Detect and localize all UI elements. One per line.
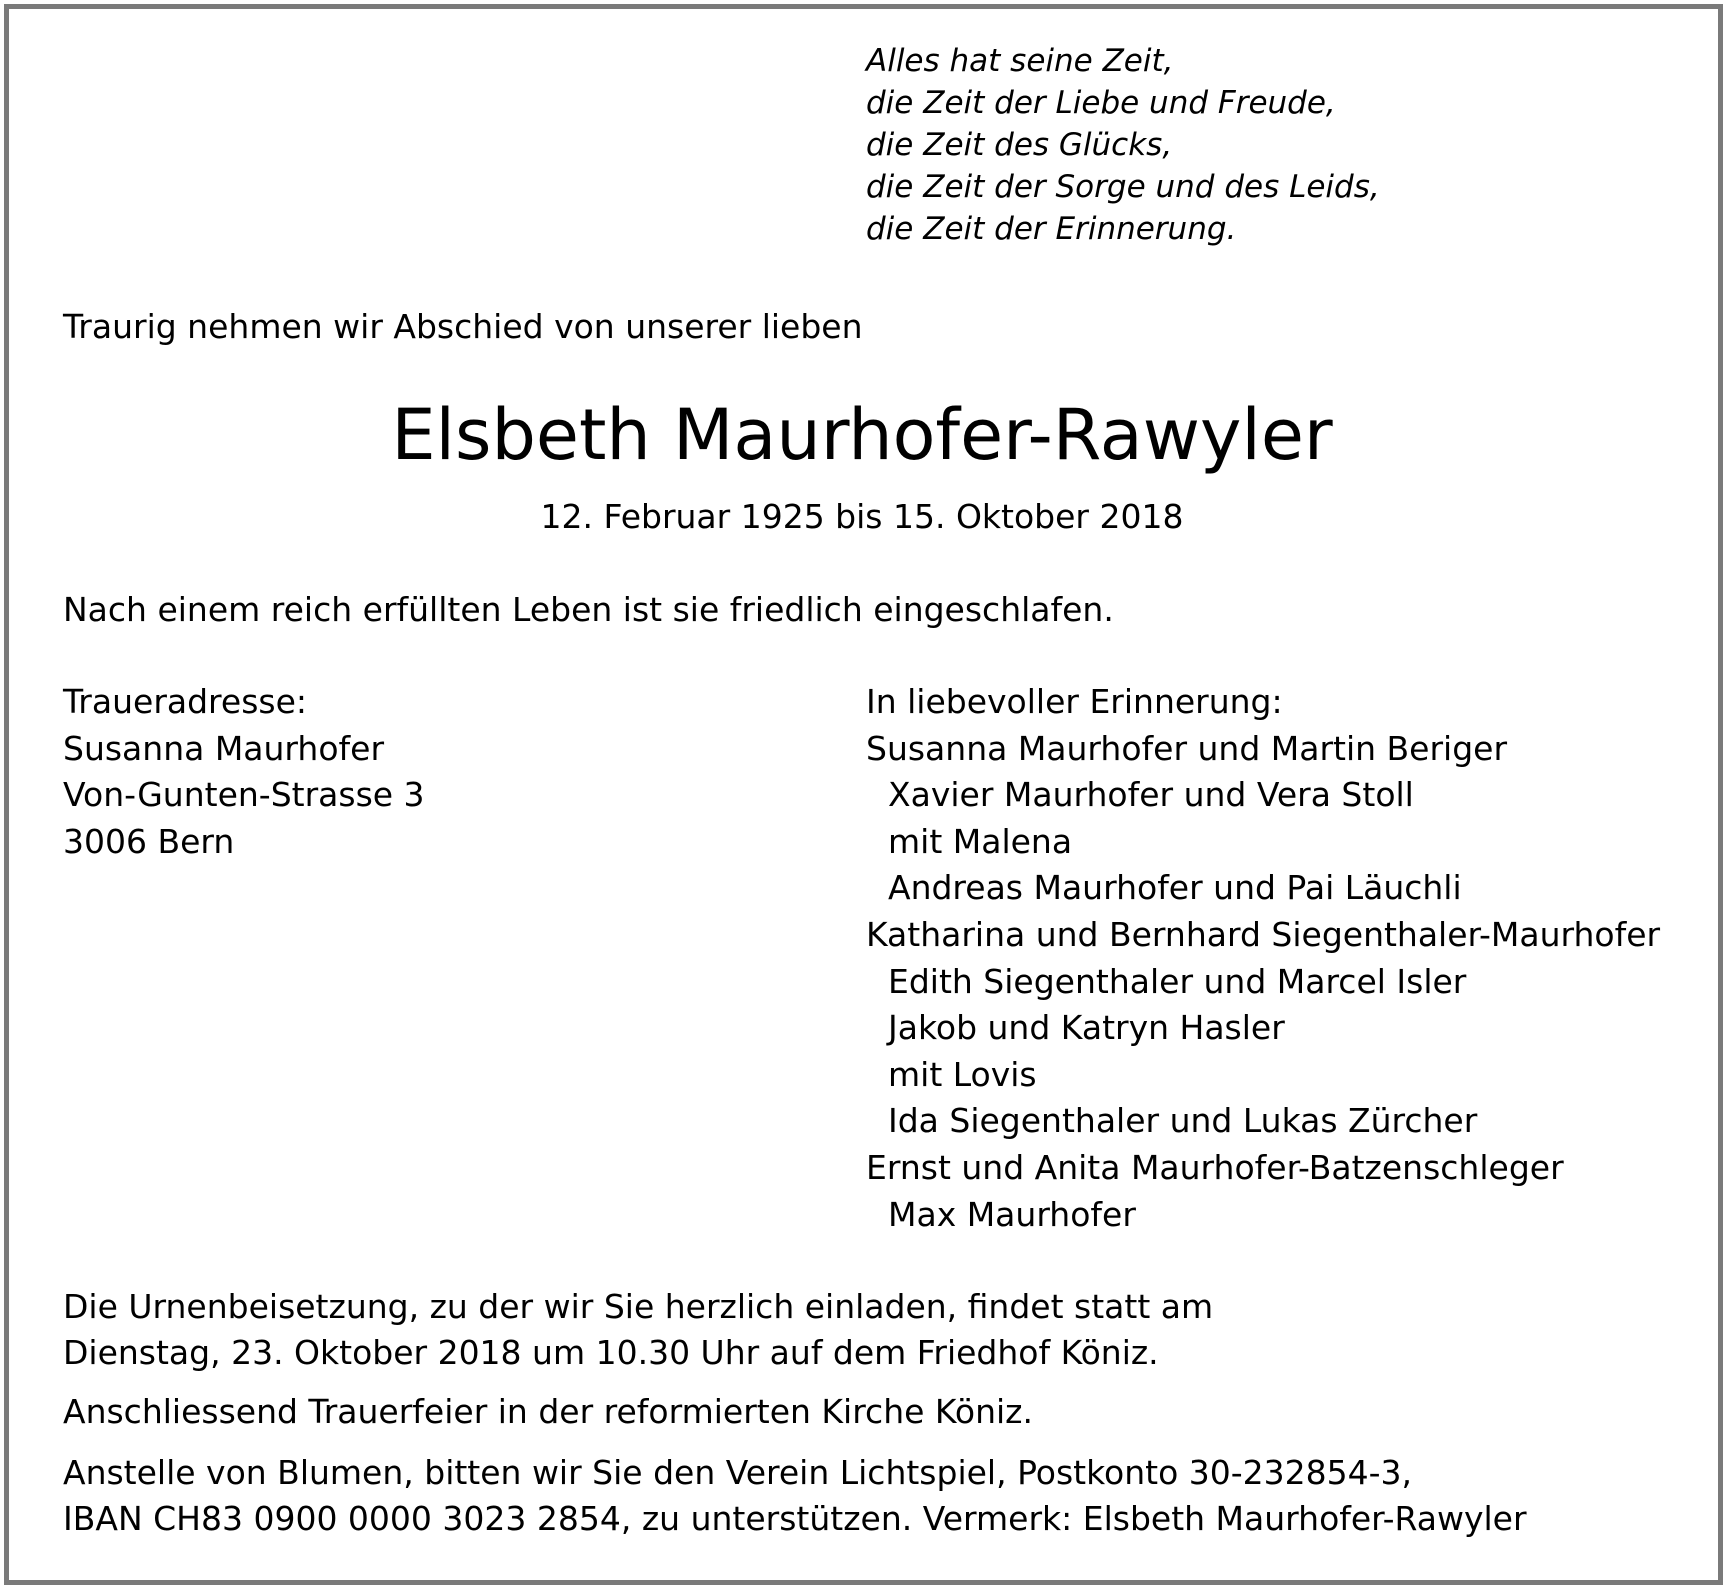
donation-info	[63, 1450, 1527, 1542]
mourner-line: Max Maurhofer	[888, 1194, 1136, 1234]
donation-line: Anstelle von Blumen, bitten wir Sie den Verein Lichtspiel, Postkonto 30-232854-3,	[63, 1453, 1413, 1492]
burial-line: Die Urnenbeisetzung, zu der wir Sie herzlich einladen, findet statt am	[63, 1287, 1214, 1326]
mourner-line: mit Malena	[888, 821, 1073, 861]
mourners-list	[866, 679, 1660, 1238]
deceased-name: Elsbeth Maurhofer-Rawyler	[391, 394, 1333, 476]
address-city: 3006 Bern	[63, 821, 235, 861]
donation-line: IBAN CH83 0900 0000 3023 2854, zu unterstützen. Vermerk: Elsbeth Maurhofer-Rawyler	[63, 1499, 1527, 1538]
burial-info	[63, 1284, 1213, 1376]
life-statement: Nach einem reich erfüllten Leben ist sie friedlich eingeschlafen.	[63, 590, 1114, 629]
mourner-line: Jakob und Katryn Hasler	[888, 1008, 1285, 1048]
poem-line: Alles hat seine Zeit,	[866, 43, 1174, 79]
poem-line: die Zeit des Glücks,	[866, 127, 1173, 163]
poem-line: die Zeit der Liebe und Freude,	[866, 85, 1336, 121]
mourners-heading: In liebevoller Erinnerung:	[866, 682, 1283, 721]
memorial-service-info: Anschliessend Trauerfeier in der reformierten Kirche Köniz.	[63, 1392, 1033, 1431]
address-name: Susanna Maurhofer	[63, 728, 385, 768]
mourner-line: Susanna Maurhofer und Martin Beriger	[866, 728, 1508, 768]
mourner-line: Andreas Maurhofer und Pai Läuchli	[888, 868, 1462, 908]
poem-line: die Zeit der Erinnerung.	[866, 211, 1237, 247]
mourner-line: mit Lovis	[888, 1054, 1037, 1094]
mourner-line: Ernst und Anita Maurhofer-Batzenschleger	[866, 1147, 1564, 1187]
mourner-line: Xavier Maurhofer und Vera Stoll	[888, 775, 1414, 815]
address-street: Von-Gunten-Strasse 3	[63, 775, 425, 815]
mourner-line: Edith Siegenthaler und Marcel Isler	[888, 961, 1467, 1001]
life-dates: 12. Februar 1925 bis 15. Oktober 2018	[540, 497, 1184, 536]
mourner-line: Katharina und Bernhard Siegenthaler-Maurhofer	[866, 914, 1661, 954]
mourning-address	[63, 679, 425, 865]
address-heading: Traueradresse:	[63, 682, 308, 721]
burial-line: Dienstag, 23. Oktober 2018 um 10.30 Uhr auf dem Friedhof Köniz.	[63, 1333, 1159, 1372]
intro-text: Traurig nehmen wir Abschied von unserer lieben	[63, 307, 863, 346]
mourner-line: Ida Siegenthaler und Lukas Zürcher	[888, 1101, 1478, 1141]
poem	[866, 40, 1380, 250]
poem-line: die Zeit der Sorge und des Leids,	[866, 169, 1380, 205]
